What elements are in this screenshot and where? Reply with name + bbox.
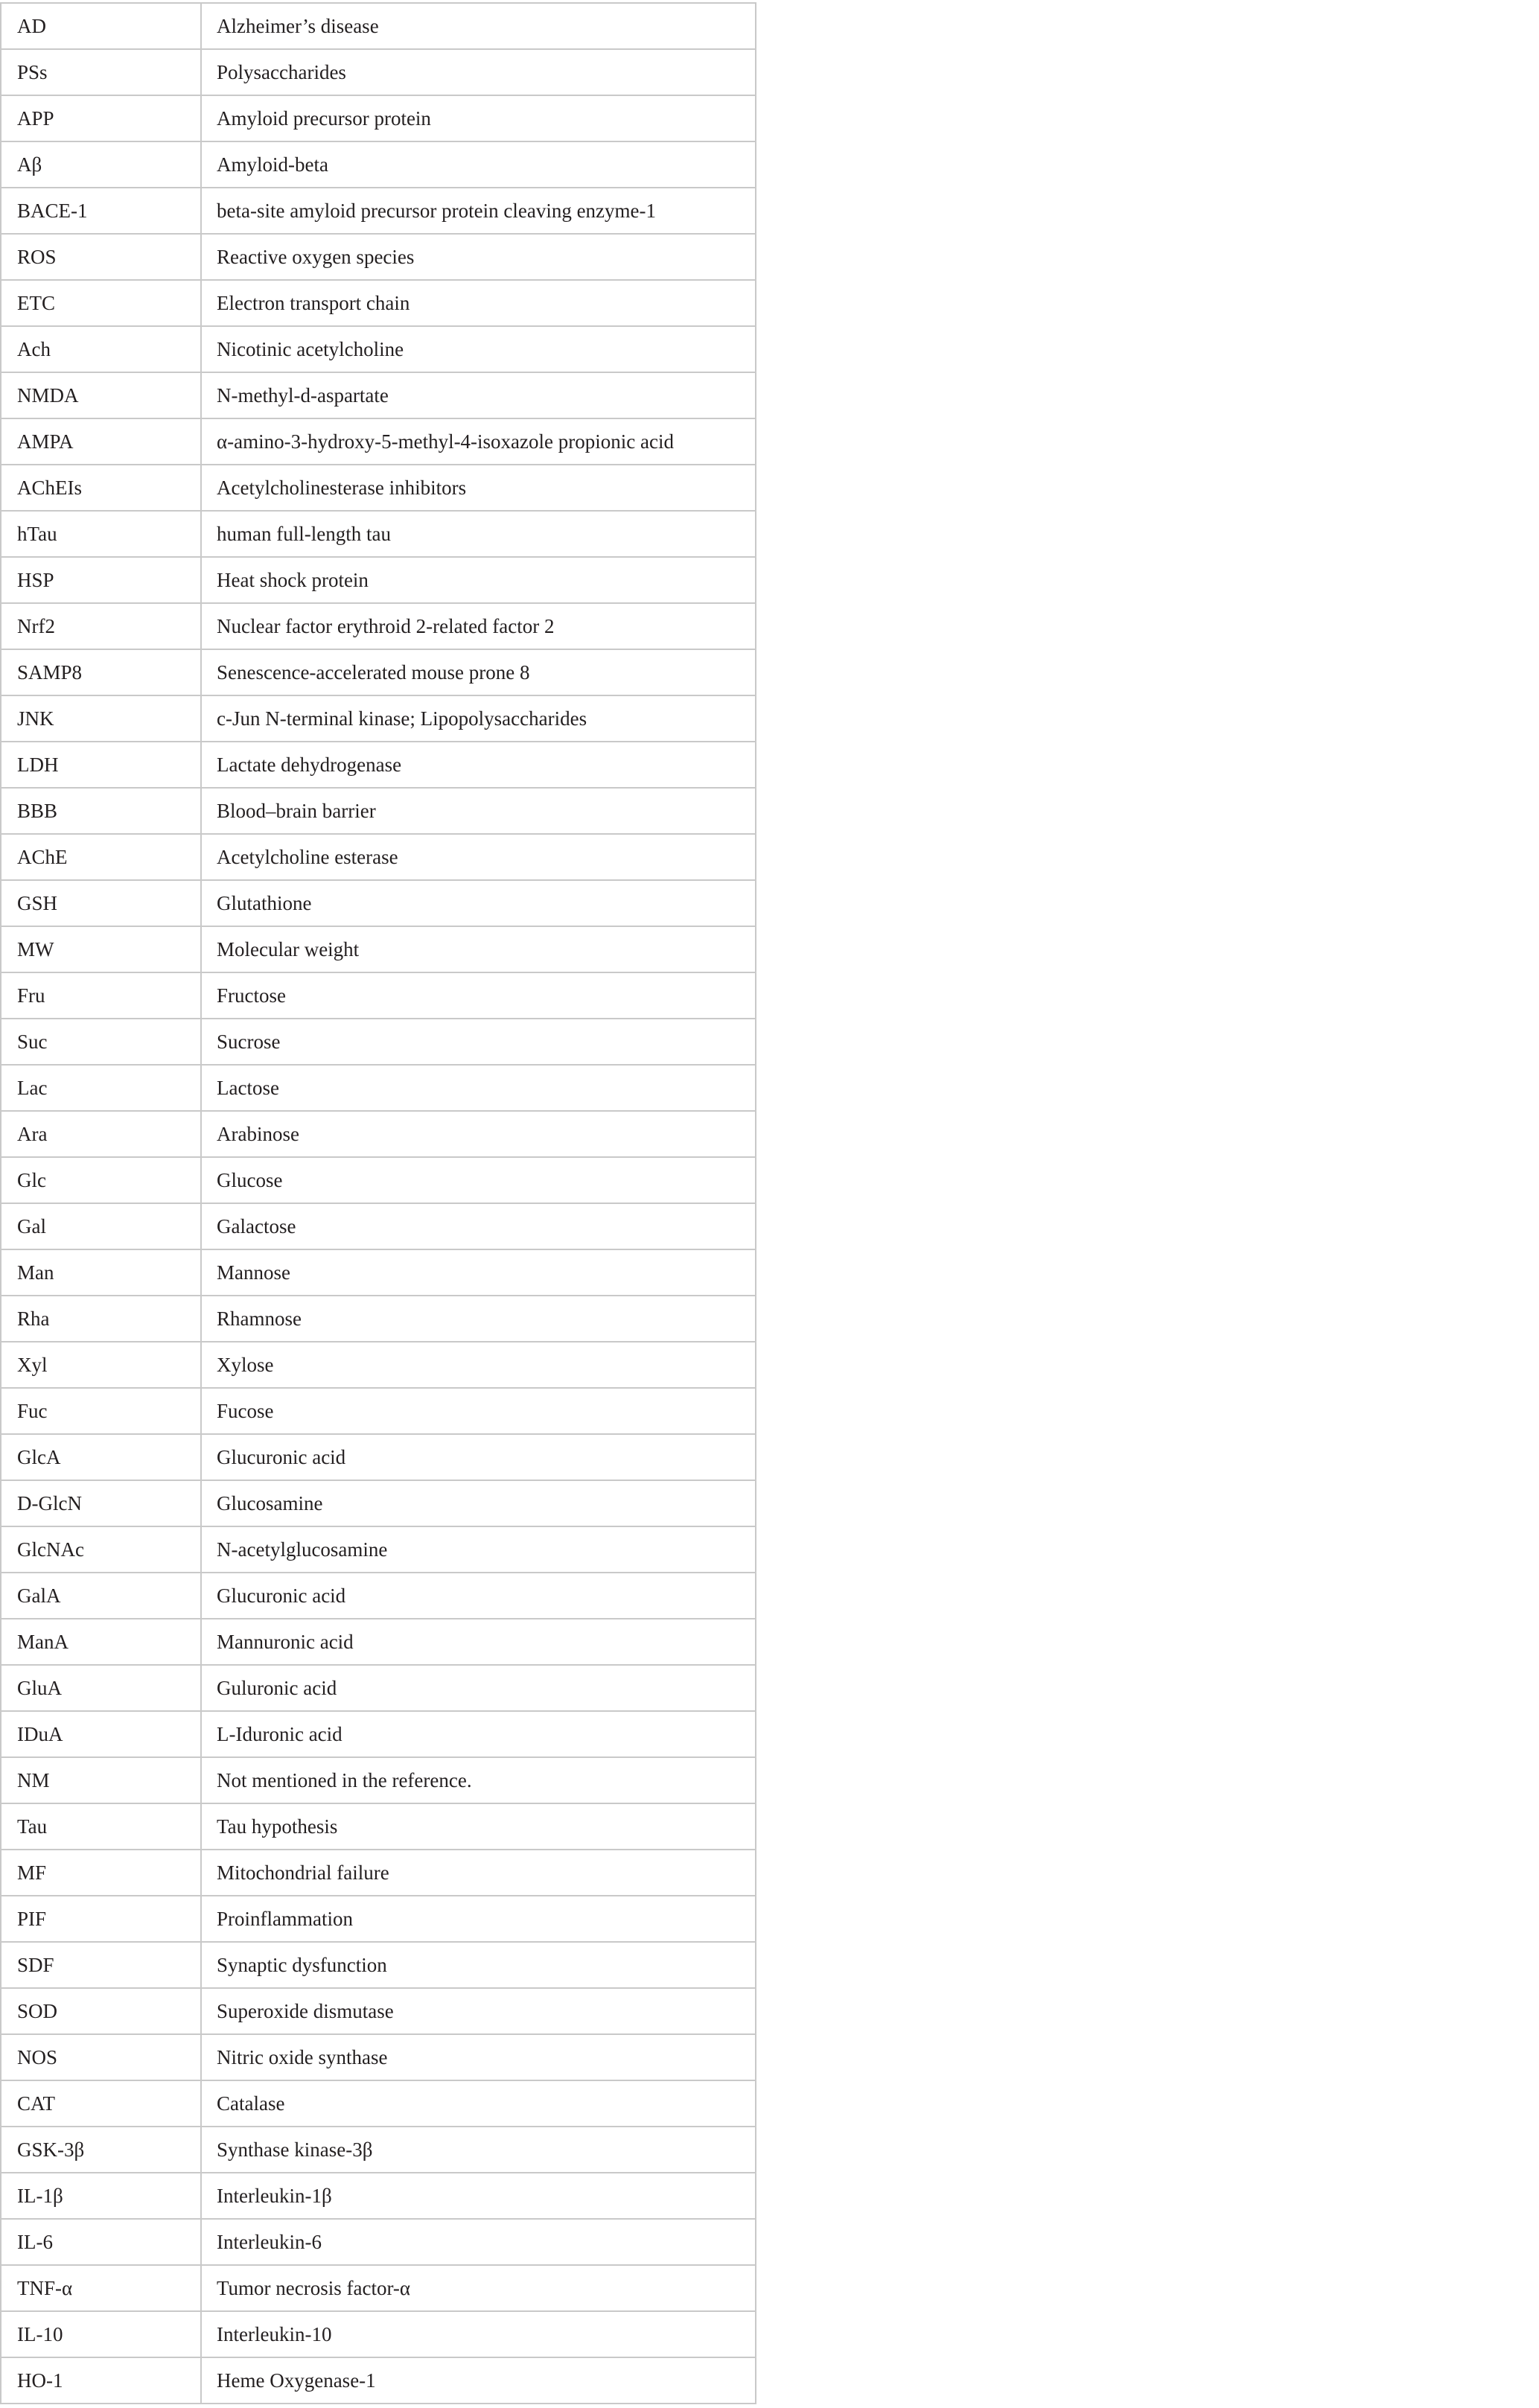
definition-cell: Proinflammation [201, 1896, 756, 1942]
definition-cell: Amyloid precursor protein [201, 95, 756, 141]
definition-cell: Electron transport chain [201, 280, 756, 326]
table-row [1, 188, 756, 234]
abbreviation-cell: AMPA [1, 418, 201, 465]
abbreviation-cell: ROS [1, 234, 201, 280]
table-row [1, 372, 756, 418]
definition-cell: Interleukin-6 [201, 2219, 756, 2265]
definition-cell: human full-length tau [201, 511, 756, 557]
definition-cell: Tau hypothesis [201, 1803, 756, 1850]
table-row [1, 465, 756, 511]
abbreviation-cell: Suc [1, 1019, 201, 1065]
definition-cell: Mannose [201, 1249, 756, 1296]
abbreviation-cell: Glc [1, 1157, 201, 1203]
definition-cell: Xylose [201, 1342, 756, 1388]
table-row [1, 2311, 756, 2357]
table-row [1, 1942, 756, 1988]
table-row [1, 1065, 756, 1111]
table-row [1, 1573, 756, 1619]
definition-cell: Senescence-accelerated mouse prone 8 [201, 649, 756, 695]
table-row [1, 1711, 756, 1757]
table-row [1, 2127, 756, 2173]
table-row [1, 418, 756, 465]
table-row [1, 603, 756, 649]
abbreviation-cell: AD [1, 3, 201, 49]
table-row [1, 326, 756, 372]
definition-cell: N-acetylglucosamine [201, 1526, 756, 1573]
abbreviation-cell: SOD [1, 1988, 201, 2034]
abbreviation-cell: ManA [1, 1619, 201, 1665]
definition-cell: Glucuronic acid [201, 1573, 756, 1619]
abbreviation-cell: LDH [1, 742, 201, 788]
table-row [1, 1342, 756, 1388]
abbreviation-cell: HO-1 [1, 2357, 201, 2404]
table-row [1, 1111, 756, 1157]
abbreviation-cell: TNF-α [1, 2265, 201, 2311]
abbreviation-cell: Ach [1, 326, 201, 372]
table-row [1, 95, 756, 141]
definition-cell: Catalase [201, 2080, 756, 2127]
definition-cell: N-methyl-d-aspartate [201, 372, 756, 418]
definition-cell: L-Iduronic acid [201, 1711, 756, 1757]
definition-cell: Heat shock protein [201, 557, 756, 603]
definition-cell: Blood–brain barrier [201, 788, 756, 834]
definition-cell: Heme Oxygenase-1 [201, 2357, 756, 2404]
table-row [1, 1803, 756, 1850]
table-row [1, 834, 756, 880]
abbreviations-table-body [1, 3, 756, 2404]
abbreviation-cell: PSs [1, 49, 201, 95]
abbreviation-cell: BACE-1 [1, 188, 201, 234]
abbreviation-cell: BBB [1, 788, 201, 834]
abbreviation-cell: IL-6 [1, 2219, 201, 2265]
table-row [1, 1434, 756, 1480]
abbreviation-cell: SAMP8 [1, 649, 201, 695]
definition-cell: Tumor necrosis factor-α [201, 2265, 756, 2311]
definition-cell: Nitric oxide synthase [201, 2034, 756, 2080]
definition-cell: Interleukin-10 [201, 2311, 756, 2357]
table-row [1, 2080, 756, 2127]
definition-cell: Interleukin-1β [201, 2173, 756, 2219]
abbreviation-cell: GlcNAc [1, 1526, 201, 1573]
definition-cell: Fructose [201, 972, 756, 1019]
definition-cell: Synaptic dysfunction [201, 1942, 756, 1988]
table-row [1, 1480, 756, 1526]
definition-cell: Glucuronic acid [201, 1434, 756, 1480]
abbreviations-table [0, 2, 756, 2404]
definition-cell: Guluronic acid [201, 1665, 756, 1711]
table-row [1, 2357, 756, 2404]
definition-cell: Rhamnose [201, 1296, 756, 1342]
definition-cell: Arabinose [201, 1111, 756, 1157]
definition-cell: Molecular weight [201, 926, 756, 972]
abbreviation-cell: NM [1, 1757, 201, 1803]
abbreviation-cell: NOS [1, 2034, 201, 2080]
table-row [1, 49, 756, 95]
abbreviation-cell: GlcA [1, 1434, 201, 1480]
abbreviation-cell: Man [1, 1249, 201, 1296]
table-row [1, 2265, 756, 2311]
definition-cell: Superoxide dismutase [201, 1988, 756, 2034]
abbreviation-cell: Nrf2 [1, 603, 201, 649]
abbreviation-cell: IDuA [1, 1711, 201, 1757]
abbreviation-cell: AChE [1, 834, 201, 880]
abbreviation-cell: HSP [1, 557, 201, 603]
definition-cell: Not mentioned in the reference. [201, 1757, 756, 1803]
abbreviation-cell: Fuc [1, 1388, 201, 1434]
definition-cell: Glucose [201, 1157, 756, 1203]
abbreviation-cell: Xyl [1, 1342, 201, 1388]
abbreviation-cell: Tau [1, 1803, 201, 1850]
table-row [1, 1619, 756, 1665]
table-row [1, 511, 756, 557]
definition-cell: Fucose [201, 1388, 756, 1434]
definition-cell: Nuclear factor erythroid 2-related factor 2 [201, 603, 756, 649]
definition-cell: Glucosamine [201, 1480, 756, 1526]
definition-cell: Alzheimer’s disease [201, 3, 756, 49]
abbreviation-cell: Ara [1, 1111, 201, 1157]
definition-cell: Acetylcholinesterase inhibitors [201, 465, 756, 511]
definition-cell: Galactose [201, 1203, 756, 1249]
abbreviation-cell: PIF [1, 1896, 201, 1942]
table-row [1, 1850, 756, 1896]
abbreviation-cell: MF [1, 1850, 201, 1896]
abbreviation-cell: D-GlcN [1, 1480, 201, 1526]
definition-cell: Sucrose [201, 1019, 756, 1065]
table-row [1, 1665, 756, 1711]
definition-cell: Nicotinic acetylcholine [201, 326, 756, 372]
table-row [1, 1988, 756, 2034]
definition-cell: Polysaccharides [201, 49, 756, 95]
abbreviation-cell: GluA [1, 1665, 201, 1711]
table-row [1, 1388, 756, 1434]
abbreviation-cell: GalA [1, 1573, 201, 1619]
abbreviation-cell: IL-1β [1, 2173, 201, 2219]
abbreviation-cell: NMDA [1, 372, 201, 418]
abbreviation-cell: JNK [1, 695, 201, 742]
abbreviation-cell: GSH [1, 880, 201, 926]
table-row [1, 1203, 756, 1249]
definition-cell: Glutathione [201, 880, 756, 926]
abbreviation-cell: Fru [1, 972, 201, 1019]
abbreviation-cell: Aβ [1, 141, 201, 188]
abbreviation-cell: ETC [1, 280, 201, 326]
table-row [1, 972, 756, 1019]
table-row [1, 926, 756, 972]
abbreviation-cell: MW [1, 926, 201, 972]
table-row [1, 1157, 756, 1203]
table-row [1, 3, 756, 49]
definition-cell: α-amino-3-hydroxy-5-methyl-4-isoxazole propionic acid [201, 418, 756, 465]
table-row [1, 1896, 756, 1942]
definition-cell: Lactate dehydrogenase [201, 742, 756, 788]
table-row [1, 1526, 756, 1573]
definition-cell: Acetylcholine esterase [201, 834, 756, 880]
table-row [1, 2173, 756, 2219]
abbreviation-cell: Rha [1, 1296, 201, 1342]
table-row [1, 1757, 756, 1803]
table-row [1, 557, 756, 603]
definition-cell: Synthase kinase-3β [201, 2127, 756, 2173]
definition-cell: beta-site amyloid precursor protein cleaving enzyme-1 [201, 188, 756, 234]
abbreviation-cell: IL-10 [1, 2311, 201, 2357]
definition-cell: Lactose [201, 1065, 756, 1111]
definition-cell: Mannuronic acid [201, 1619, 756, 1665]
abbreviation-cell: GSK-3β [1, 2127, 201, 2173]
table-row [1, 234, 756, 280]
abbreviation-cell: Lac [1, 1065, 201, 1111]
definition-cell: Amyloid-beta [201, 141, 756, 188]
table-row [1, 1019, 756, 1065]
table-row [1, 742, 756, 788]
table-row [1, 649, 756, 695]
abbreviation-cell: Gal [1, 1203, 201, 1249]
definition-cell: Reactive oxygen species [201, 234, 756, 280]
table-row [1, 141, 756, 188]
abbreviation-cell: SDF [1, 1942, 201, 1988]
table-row [1, 788, 756, 834]
abbreviation-cell: APP [1, 95, 201, 141]
table-row [1, 880, 756, 926]
abbreviation-cell: AChEIs [1, 465, 201, 511]
table-row [1, 1296, 756, 1342]
table-row [1, 2034, 756, 2080]
table-row [1, 1249, 756, 1296]
table-row [1, 2219, 756, 2265]
definition-cell: Mitochondrial failure [201, 1850, 756, 1896]
table-row [1, 695, 756, 742]
abbreviation-cell: CAT [1, 2080, 201, 2127]
definition-cell: c-Jun N-terminal kinase; Lipopolysaccharides [201, 695, 756, 742]
abbreviation-cell: hTau [1, 511, 201, 557]
table-row [1, 280, 756, 326]
